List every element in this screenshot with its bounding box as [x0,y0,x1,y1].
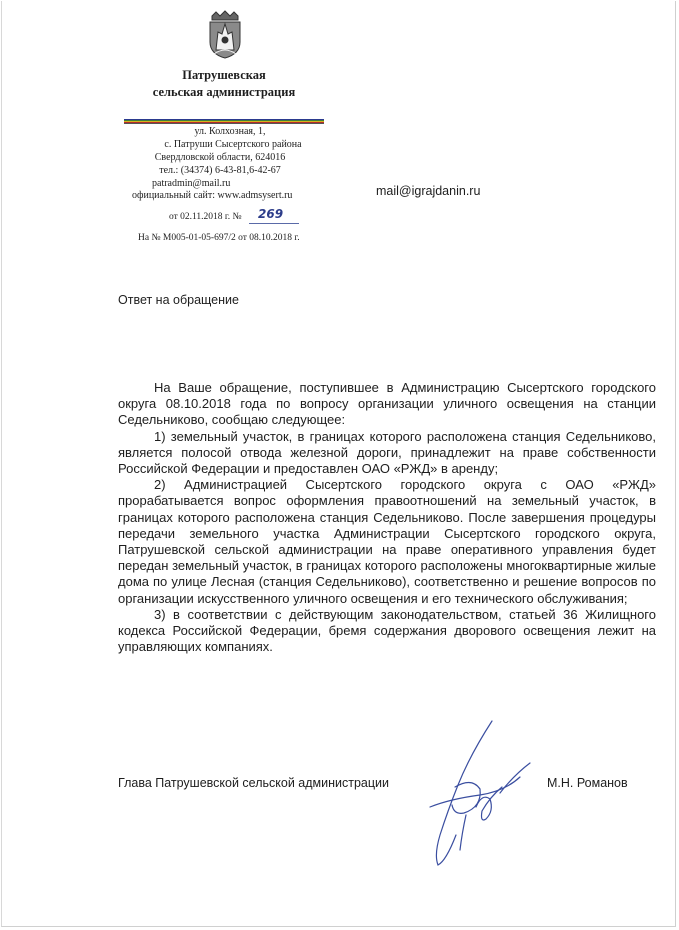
incoming-ref: На № М005-01-05-697/2 от 08.10.2018 г. [138,233,300,243]
address-email: patradmin@mail.ru [152,178,231,189]
address-phone: тел.: (34374) 6-43-81,6-42-67 [159,165,281,176]
address-website: официальный сайт: www.admsysert.ru [132,190,293,201]
letter-subject: Ответ на обращение [118,293,239,307]
body-paragraph-intro: На Ваше обращение, поступившее в Администрацию Сысертского городского округа 08.10.2018 года по вопросу организации уличного освещения на станции Седельниково, сообщаю следующее: [118,380,656,428]
outgoing-ref: от 02.11.2018 г. № [169,212,242,222]
signatory-name: М.Н. Романов [547,776,628,790]
letterhead-stripes [124,119,324,124]
address-village: с. Патруши Сысертского района [164,139,302,150]
address-street: ул. Колхозная, 1, [194,126,266,137]
body-paragraph-item-2: 2) Администрацией Сысертского городского округа с ОАО «РЖД» прорабатывается вопрос оформления правоотношений на земельный участок, в границах которого расположена станция Седельниково. После завершения процедуры передачи земельного участка Администрации Сысертского городского округа, Патрушевской сельской администрации на праве оперативного управления будет передан земельный участок, в границах которого расположены многоквартирные жилые дома по улице Лесная (станция Седельниково), соответственно и решение вопросов по организации искусственного уличного освещения и его технического обслуживания; [118,477,656,606]
body-paragraph-item-1: 1) земельный участок, в границах которого расположена станция Седельниково, является полосой отвода железной дороги, принадлежит на праве собственности Российской Федерации и предоставлен ОАО «РЖД» в аренду; [118,428,656,477]
handwritten-signature [410,715,540,875]
stripe-dark [124,123,324,124]
letter-body [118,380,656,655]
outgoing-number: 269 [258,207,284,221]
coat-of-arms-icon [206,10,244,60]
org-name-line2: сельская администрация [152,85,296,99]
address-region: Свердловской области, 624016 [154,152,286,163]
org-name-line1: Патрушевская [182,68,266,82]
body-paragraph-item-3: 3) в соответствии с действующим законодательством, статьей 36 Жилищного кодекса Российской Федерации, бремя содержания дворового освещения лежит на управляющих компаниях. [118,606,656,655]
recipient-email: mail@igrajdanin.ru [376,184,481,198]
signatory-title: Глава Патрушевской сельской администрации [118,776,390,790]
